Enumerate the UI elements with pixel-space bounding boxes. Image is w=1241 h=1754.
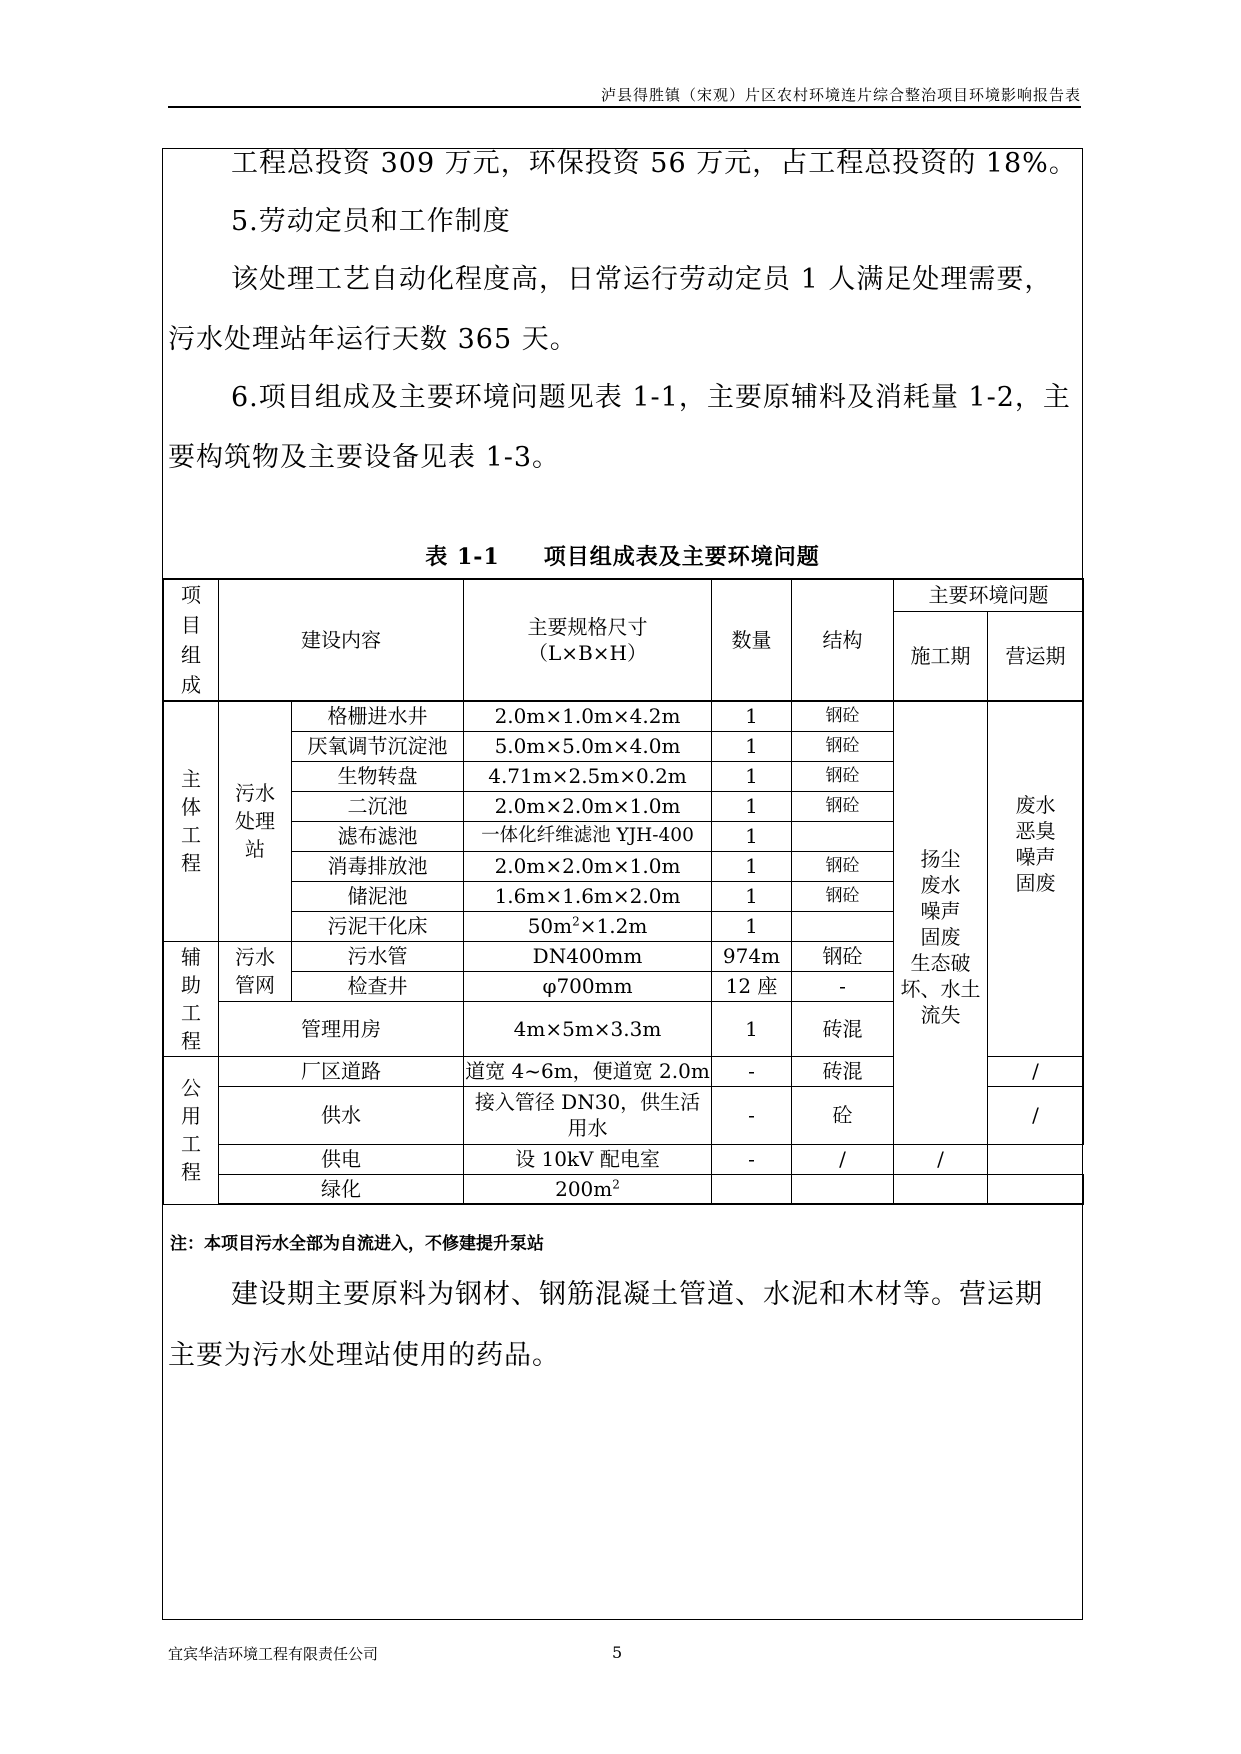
row-name: 生物转盘 xyxy=(292,761,464,791)
row-name: 污水管 xyxy=(292,941,464,971)
paragraph-staffing-line1: 该处理工艺自动化程度高，日常运行劳动定员 1 人满足处理需要， xyxy=(231,264,1053,295)
issue-wastewater: 废水 xyxy=(920,872,961,897)
row-name: 厂区道路 xyxy=(219,1056,464,1086)
row-spec: 4.71m×2.5m×0.2m xyxy=(464,761,712,791)
construction-issues xyxy=(894,701,988,1144)
row-name: 二沉池 xyxy=(292,791,464,821)
row-structure: 钢砼 xyxy=(792,761,894,791)
footer-company: 宜宾华洁环境工程有限责任公司 xyxy=(168,1645,379,1663)
header-operation: 营运期 xyxy=(988,611,1084,701)
row-qty: 1 xyxy=(712,701,792,731)
row-qty: 1 xyxy=(712,881,792,911)
row-structure: 钢砼 xyxy=(792,701,894,731)
row-structure: - xyxy=(792,971,894,1001)
row-spec: 设 10kV 配电室 xyxy=(464,1144,712,1174)
table-caption-number: 表 1-1 xyxy=(425,544,500,570)
header-content: 建设内容 xyxy=(219,579,464,701)
row-qty: 12 座 xyxy=(712,971,792,1001)
row-structure xyxy=(792,821,894,851)
row-name: 检查井 xyxy=(292,971,464,1001)
row-name: 滤布滤池 xyxy=(292,821,464,851)
row-spec: 一体化纤维滤池 YJH-400 xyxy=(464,821,712,851)
op-issue-odor: 恶臭 xyxy=(1015,818,1056,843)
row-name: 污泥干化床 xyxy=(292,911,464,941)
paragraph-materials-line1: 建设期主要原料为钢材、钢筋混凝土管道、水泥和木材等。营运期 xyxy=(231,1279,1043,1310)
group-public: 公用工程 xyxy=(164,1056,219,1204)
row-structure: 钢砼 xyxy=(792,791,894,821)
row-qty: 1 xyxy=(712,761,792,791)
row-name: 绿化 xyxy=(219,1174,464,1204)
table-caption xyxy=(162,540,1083,571)
paragraph-staffing-line2: 污水处理站年运行天数 365 天。 xyxy=(168,324,578,355)
spec-base: 50m xyxy=(527,914,573,938)
row-structure: 钢砼 xyxy=(792,851,894,881)
row-spec: 5.0m×5.0m×4.0m xyxy=(464,731,712,761)
row-operation: / xyxy=(894,1144,988,1174)
row-qty: 1 xyxy=(712,851,792,881)
row-name: 格栅进水井 xyxy=(292,701,464,731)
row-qty: 1 xyxy=(712,821,792,851)
row-spec: 1.6m×1.6m×2.0m xyxy=(464,881,712,911)
row-structure xyxy=(792,911,894,941)
row-qty: 1 xyxy=(712,731,792,761)
header-structure: 结构 xyxy=(792,579,894,701)
group-aux: 辅助工程 xyxy=(164,941,219,1056)
spec-superscript: 2 xyxy=(612,1177,620,1192)
group-main: 主体工程 xyxy=(164,701,219,941)
table-note: 注：本项目污水全部为自流进入，不修建提升泵站 xyxy=(170,1234,544,1254)
page-number: 5 xyxy=(612,1643,623,1662)
spec-tail: ×1.2m xyxy=(579,914,648,938)
issue-dust: 扬尘 xyxy=(920,846,961,871)
row-qty xyxy=(712,1174,792,1204)
row-qty: 1 xyxy=(712,911,792,941)
issue-eco-1: 生态破 xyxy=(910,950,971,975)
header-env-issues: 主要环境问题 xyxy=(894,579,1084,611)
row-operation: / xyxy=(988,1056,1084,1086)
row-structure: 钢砼 xyxy=(792,881,894,911)
operation-issues xyxy=(988,701,1084,1056)
op-issue-solid-waste: 固废 xyxy=(1015,870,1056,895)
row-name: 供水 xyxy=(219,1086,464,1144)
paragraph-investment: 工程总投资 309 万元，环保投资 56 万元，占工程总投资的 18%。 xyxy=(231,148,1077,179)
row-structure: 钢砼 xyxy=(792,731,894,761)
header-spec-line1: 主要规格尺寸 xyxy=(527,615,648,639)
issue-noise: 噪声 xyxy=(920,898,961,923)
row-operation xyxy=(988,1174,1084,1204)
row-qty: - xyxy=(712,1056,792,1086)
header-construction: 施工期 xyxy=(894,611,988,701)
table-caption-title: 项目组成表及主要环境问题 xyxy=(543,544,820,570)
row-name: 储泥池 xyxy=(292,881,464,911)
spec-superscript: 2 xyxy=(572,914,580,929)
header-spec-line2: （L×B×H） xyxy=(528,641,647,665)
spec-line2: 用水 xyxy=(567,1116,608,1140)
row-qty: - xyxy=(712,1086,792,1144)
running-header: 泸县得胜镇（宋观）片区农村环境连片综合整治项目环境影响报告表 xyxy=(600,86,1081,104)
group-station: 污水处理站 xyxy=(219,701,292,941)
row-structure: 砖混 xyxy=(792,1001,894,1056)
paragraph-staffing-heading: 5.劳动定员和工作制度 xyxy=(231,206,511,237)
project-composition-table xyxy=(163,578,1084,1205)
spec-line1: 接入管径 DN30，供生活 xyxy=(474,1090,701,1114)
header-qty: 数量 xyxy=(712,579,792,701)
paragraph-tables-line2: 要构筑物及主要设备见表 1-3。 xyxy=(168,442,561,473)
row-structure: 砼 xyxy=(792,1086,894,1144)
row-spec xyxy=(464,911,712,941)
row-qty: 1 xyxy=(712,791,792,821)
issue-solid-waste: 固废 xyxy=(920,924,961,949)
header-rule xyxy=(168,106,1081,108)
row-structure: 钢砼 xyxy=(792,941,894,971)
row-spec xyxy=(464,1086,712,1144)
row-spec: 2.0m×2.0m×1.0m xyxy=(464,791,712,821)
row-spec: 2.0m×1.0m×4.2m xyxy=(464,701,712,731)
row-name: 管理用房 xyxy=(219,1001,464,1056)
row-name: 消毒排放池 xyxy=(292,851,464,881)
issue-eco-2: 坏、水土 xyxy=(900,976,981,1001)
paragraph-materials-line2: 主要为污水处理站使用的药品。 xyxy=(168,1340,560,1371)
row-qty: 1 xyxy=(712,1001,792,1056)
row-spec xyxy=(464,1174,712,1204)
row-structure: / xyxy=(792,1144,894,1174)
row-structure: 砖混 xyxy=(792,1056,894,1086)
row-qty: 974m xyxy=(712,941,792,971)
row-name: 供电 xyxy=(219,1144,464,1174)
row-construction xyxy=(894,1174,988,1204)
header-spec xyxy=(464,579,712,701)
row-qty: - xyxy=(712,1144,792,1174)
row-spec: φ700mm xyxy=(464,971,712,1001)
op-issue-wastewater: 废水 xyxy=(1015,792,1056,817)
group-network: 污水管网 xyxy=(219,941,292,1001)
row-structure xyxy=(792,1174,894,1204)
row-operation: / xyxy=(988,1086,1084,1144)
row-spec: DN400mm xyxy=(464,941,712,971)
issue-eco-3: 流失 xyxy=(920,1002,961,1027)
paragraph-tables-line1: 6.项目组成及主要环境问题见表 1-1，主要原辅料及消耗量 1-2，主 xyxy=(231,382,1071,413)
row-spec: 4m×5m×3.3m xyxy=(464,1001,712,1056)
row-name: 厌氧调节沉淀池 xyxy=(292,731,464,761)
spec-base: 200m xyxy=(555,1176,613,1201)
row-spec: 2.0m×2.0m×1.0m xyxy=(464,851,712,881)
header-project-group: 项目组成 xyxy=(164,579,219,701)
row-spec: 道宽 4~6m，便道宽 2.0m xyxy=(464,1056,712,1086)
op-issue-noise: 噪声 xyxy=(1015,844,1056,869)
